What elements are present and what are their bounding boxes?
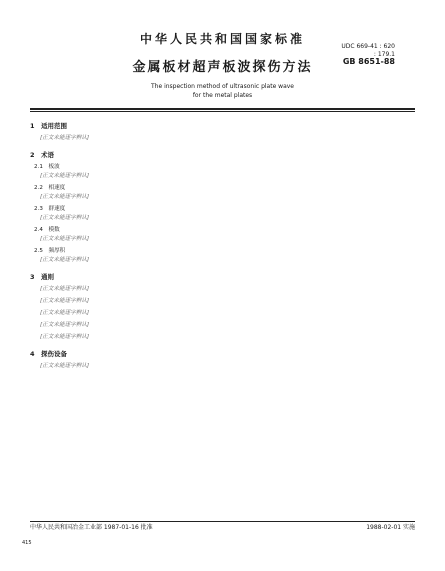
paragraph: [正文未能逐字辨认] [40,257,90,263]
paragraph: [正文未能逐字辨认] [40,286,90,292]
paragraph: [正文未能逐字辨认] [40,322,90,328]
footer-issuer: 中华人民共和国冶金工业部 1987-01-16 批准 [30,524,153,531]
subsection-heading: 2.5 频厚积 [34,248,66,254]
title-english-line-2: for the metal plates [192,92,253,99]
section-heading: 3 通则 [30,273,55,281]
section-heading: 4 探伤设备 [30,350,68,358]
paragraph: [正文未能逐字辨认] [40,215,90,221]
footer-separator [30,521,415,522]
paragraph: [正文未能逐字辨认] [40,173,90,179]
document-title: 金属板材超声板波探伤方法 [132,60,313,75]
paragraph: [正文未能逐字辨认] [40,194,90,200]
paragraph: [正文未能逐字辨认] [40,298,90,304]
section-terms [30,151,415,264]
gb-code: GB 8651-88 [342,57,395,66]
title-english-line-1: The inspection method of ultrasonic plate wave [151,83,294,90]
paragraph: [正文未能逐字辨认] [40,310,90,316]
section-heading: 2 术语 [30,151,55,159]
paragraph: [正文未能逐字辨认] [40,135,90,141]
udc-code-line-2: : 179.1 [373,50,395,58]
section-heading: 1 适用范围 [30,122,68,130]
subsection-heading: 2.1 板波 [34,164,60,170]
subsection-heading: 2.2 相速度 [34,185,66,191]
title-separator [30,108,415,110]
page-number: 415 [22,540,32,546]
standard-name: 中华人民共和国国家标准 [139,32,305,46]
section-general-rules [30,273,415,341]
document-title-english [0,82,445,100]
section-equipment [30,350,415,370]
section-scope [30,122,415,142]
document-body [30,122,415,517]
subsection-heading: 2.3 群速度 [34,206,66,212]
subsection-heading: 2.4 模数 [34,227,60,233]
udc-code-line-1: UDC 669-41 : 620 [341,43,395,50]
paragraph: [正文未能逐字辨认] [40,334,90,340]
footer-implement-date: 1988-02-01 实施 [366,524,415,531]
paragraph: [正文未能逐字辨认] [40,236,90,242]
paragraph: [正文未能逐字辨认] [40,363,90,369]
